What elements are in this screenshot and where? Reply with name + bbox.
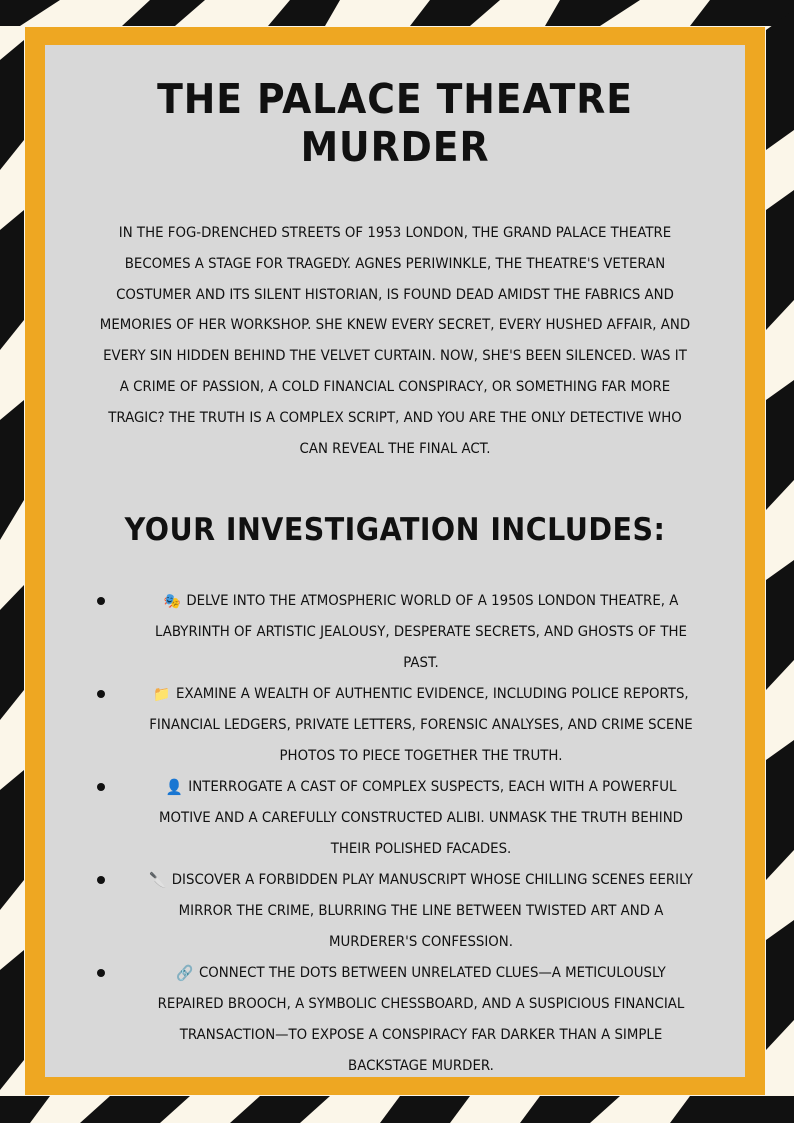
list-item: [73, 679, 717, 772]
theater-masks-icon: 🎭: [163, 592, 181, 611]
list-item-body: [149, 958, 694, 1082]
bullet-dot: [97, 969, 105, 977]
investigation-list: [73, 586, 717, 1082]
list-item: [73, 958, 717, 1082]
page-title: THE PALACE THEATRE MURDER: [157, 75, 633, 171]
list-item: [73, 772, 717, 865]
list-item-text: DISCOVER A FORBIDDEN PLAY MANUSCRIPT WHOSE CHILLING SCENES EERILY MIRROR THE CRIME, BLURRING THE LINE BETWEEN TWISTED ART AND A MURDERER'S CONFESSION.: [171, 872, 693, 951]
bullet-dot: [97, 783, 105, 791]
silhouette-icon: 👤: [165, 778, 183, 797]
bullet-dot: [97, 690, 105, 698]
bullet-dot: [97, 597, 105, 605]
list-item-body: [149, 679, 694, 772]
content-panel: [45, 45, 745, 1077]
list-item-text: DELVE INTO THE ATMOSPHERIC WORLD OF A 1950S LONDON THEATRE, A LABYRINTH OF ARTISTIC JEALOUSY, DESPERATE SECRETS, AND GHOSTS OF THE PAST.: [155, 593, 687, 672]
folder-icon: 📁: [153, 685, 171, 704]
list-item-text: INTERROGATE A CAST OF COMPLEX SUSPECTS, EACH WITH A POWERFUL MOTIVE AND A CAREFULLY CONSTRUCTED ALIBI. UNMASK THE TRUTH BEHIND THEIR POLISHED FACADES.: [159, 779, 683, 858]
list-item-text: EXAMINE A WEALTH OF AUTHENTIC EVIDENCE, INCLUDING POLICE REPORTS, FINANCIAL LEDGERS, PRIVATE LETTERS, FORENSIC ANALYSES, AND CRIME SCENE PHOTOS TO PIECE TOGETHER THE TRUTH.: [149, 686, 693, 765]
list-item-text: CONNECT THE DOTS BETWEEN UNRELATED CLUES—A METICULOUSLY REPAIRED BROOCH, A SYMBOLIC CHESSBOARD, AND A SUSPICIOUS FINANCIAL TRANSACTION—TO EXPOSE A CONSPIRACY FAR DARKER THAN A SIMPLE BACKSTAGE MURDER.: [157, 965, 685, 1075]
poster-frame: [25, 27, 765, 1095]
dagger-icon: 🔪: [149, 871, 167, 890]
bullet-dot: [97, 876, 105, 884]
list-item: [73, 865, 717, 958]
section-heading: YOUR INVESTIGATION INCLUDES:: [124, 512, 666, 549]
list-item-body: [149, 772, 694, 865]
intro-paragraph: IN THE FOG-DRENCHED STREETS OF 1953 LONDON, THE GRAND PALACE THEATRE BECOMES A STAGE FOR TRAGEDY. AGNES PERIWINKLE, THE THEATRE'S VETERAN COSTUMER AND ITS SILENT HISTORIAN, IS FOUND DEAD AMIDST THE FABRICS AND MEMORIES OF HER WORKSHOP. SHE KNEW EVERY SECRET, EVERY HUSHED AFFAIR, AND EVERY SIN HIDDEN BEHIND THE VELVET CURTAIN. NOW, SHE'S BEEN SILENCED. WAS IT A CRIME OF PASSION, A COLD FINANCIAL CONSPIRACY, OR SOMETHING FAR MORE TRAGIC? THE TRUTH IS A COMPLEX SCRIPT, AND YOU ARE THE ONLY DETECTIVE WHO CAN REVEAL THE FINAL ACT.: [99, 225, 691, 457]
list-item: [73, 586, 717, 679]
list-item-body: [149, 865, 694, 958]
list-item-body: [149, 586, 694, 679]
link-icon: 🔗: [176, 964, 194, 983]
